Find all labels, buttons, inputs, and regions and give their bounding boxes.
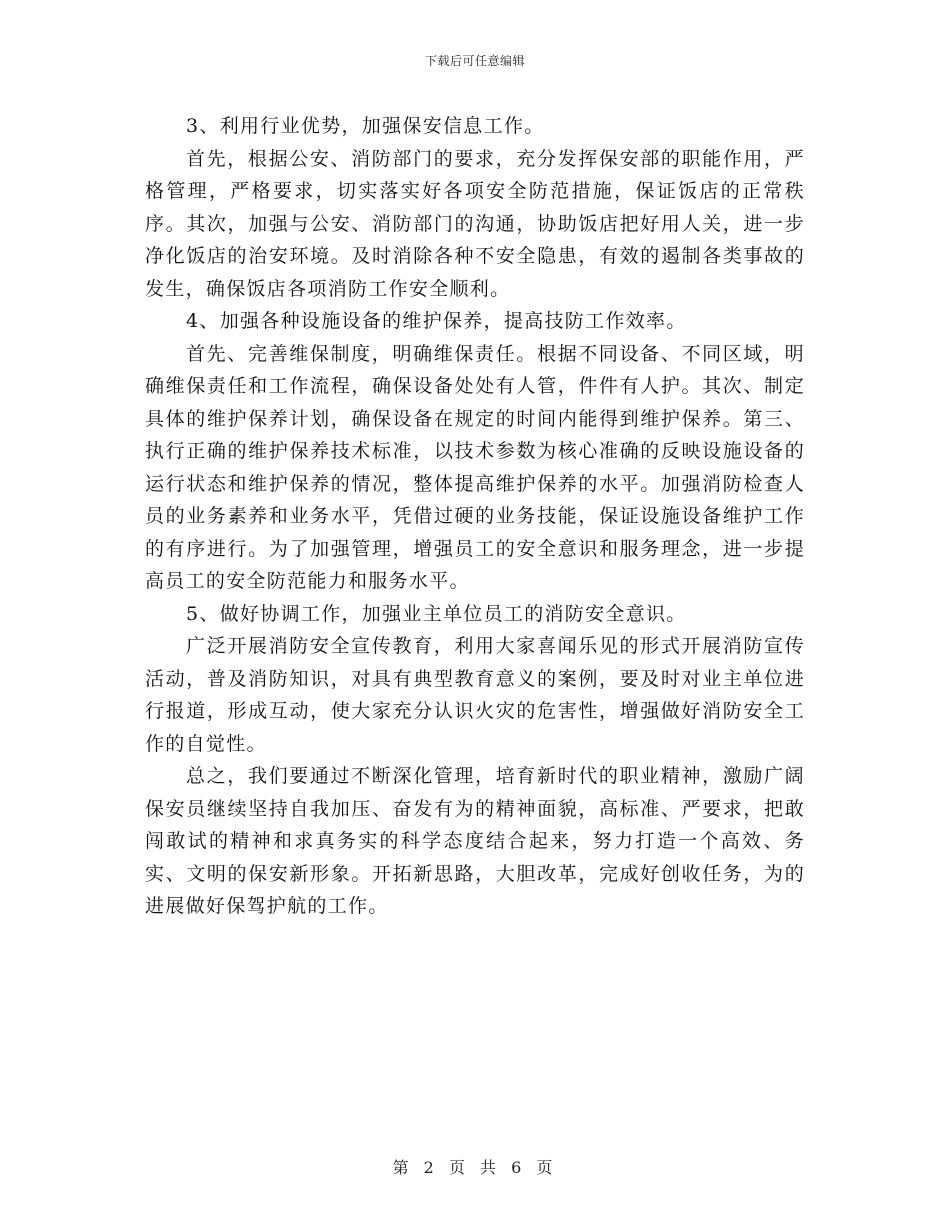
paragraph: 广泛开展消防安全宣传教育，利用大家喜闻乐见的形式开展消防宣传活动，普及消防知识，对具有典型教育意义的案例，要及时对业主单位进行报道，形成互动，使大家充分认识火灾的危害性，增强做好消防安全工作的自觉性。 — [145, 635, 805, 755]
paragraph: 首先，根据公安、消防部门的要求，充分发挥保安部的职能作用，严格管理，严格要求，切实落实好各项安全防范措施，保证饭店的正常秩序。其次，加强与公安、消防部门的沟通，协助饭店把好用人关，进一步净化饭店的治安环境。及时消除各种不安全隐患，有效的遏制各类事故的发生，确保饭店各项消防工作安全顺利。 — [145, 147, 805, 300]
document-body — [145, 110, 805, 923]
paragraph: 5、做好协调工作，加强业主单位员工的消防安全意识。 — [186, 602, 687, 625]
page-header: 下载后可任意编辑 — [424, 54, 525, 68]
paragraph: 3、利用行业优势，加强保安信息工作。 — [186, 115, 545, 137]
paragraph: 首先、完善维保制度，明确维保责任。根据不同设备、不同区域，明确维保责任和工作流程，确保设备处处有人管，件件有人护。其次、制定具体的维护保养计划，确保设备在规定的时间内能得到维护保养。第三、执行正确的维护保养技术标准，以技术参数为核心准确的反映设施设备的运行状态和维护保养的情况，整体提高维护保养的水平。加强消防检查人员的业务素养和业务水平，凭借过硬的业务技能，保证设施设备维护工作的有序进行。为了加强管理，增强员工的安全意识和服务理念，进一步提高员工的安全防范能力和服务水平。 — [145, 342, 805, 592]
paragraph: 总之，我们要通过不断深化管理，培育新时代的职业精神，激励广阔保安员继续坚持自我加压、奋发有为的精神面貌，高标准、严要求，把敢闯敢试的精神和求真务实的科学态度结合起来，努力打造一个高效、务实、文明的保安新形象。开拓新思路，大胆改革，完成好创收任务，为的进展做好保驾护航的工作。 — [145, 765, 805, 917]
paragraph: 4、加强各种设施设备的维护保养，提高技防工作效率。 — [186, 310, 687, 332]
page-number: 第 2 页 共 6 页 — [392, 1158, 558, 1177]
